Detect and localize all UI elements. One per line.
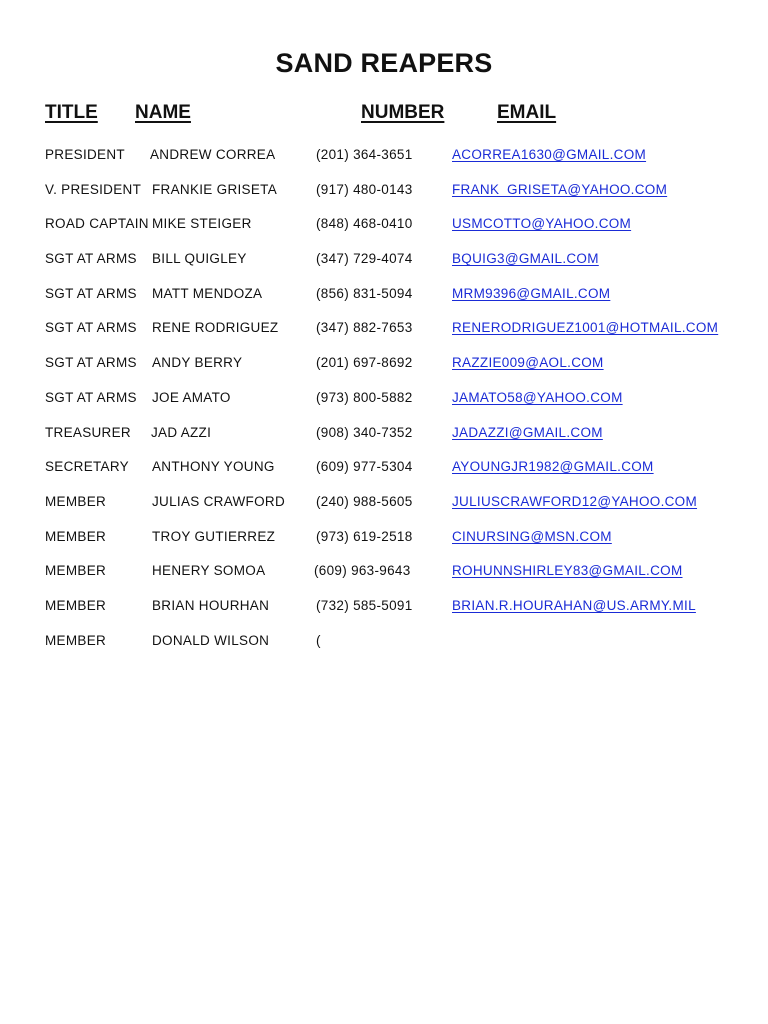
member-title: PRESIDENT	[45, 147, 125, 162]
member-email-link[interactable]: ROHUNNSHIRLEY83@GMAIL.COM	[452, 563, 683, 579]
member-title: ROAD CAPTAIN	[45, 216, 149, 232]
member-phone: (609) 977-5304	[316, 459, 413, 475]
member-title: SGT AT ARMS	[45, 251, 137, 267]
member-phone: (973) 619-2518	[316, 528, 413, 544]
table-row	[0, 248, 768, 283]
member-email-link[interactable]: RAZZIE009@AOL.COM	[452, 355, 604, 371]
member-email-link[interactable]: JAMATO58@YAHOO.COM	[452, 389, 623, 405]
table-row	[0, 352, 768, 387]
member-title: SGT AT ARMS	[45, 320, 137, 336]
member-name: JOE AMATO	[152, 389, 231, 405]
member-phone: (848) 468-0410	[316, 216, 413, 232]
table-row	[0, 526, 768, 561]
member-phone: (347) 882-7653	[316, 320, 413, 336]
member-title: SGT AT ARMS	[45, 355, 137, 371]
table-row	[0, 456, 768, 491]
member-title: SECRETARY	[45, 459, 129, 475]
member-email-link[interactable]: FRANK_GRISETA@YAHOO.COM	[452, 181, 668, 197]
member-name: BRIAN HOURHAN	[152, 597, 270, 613]
column-header-title: TITLE	[45, 102, 98, 123]
column-header-number: NUMBER	[361, 102, 445, 123]
member-phone: (917) 480-0143	[316, 181, 413, 197]
table-row	[0, 595, 768, 630]
member-email-link[interactable]: JADAZZI@GMAIL.COM	[452, 424, 603, 440]
member-title: MEMBER	[45, 632, 107, 648]
roster-list	[0, 144, 768, 664]
member-name: MATT MENDOZA	[152, 285, 263, 301]
member-phone: (201) 697-8692	[316, 355, 413, 371]
table-row	[0, 179, 768, 214]
column-header-email: EMAIL	[497, 102, 557, 123]
member-name: ANTHONY YOUNG	[152, 459, 275, 475]
table-row	[0, 144, 768, 179]
member-email-link[interactable]: MRM9396@GMAIL.COM	[452, 285, 611, 301]
member-name: BILL QUIGLEY	[152, 251, 247, 267]
member-title: MEMBER	[45, 597, 107, 613]
member-email-link[interactable]: BRIAN.R.HOURAHAN@US.ARMY.MIL	[452, 597, 696, 613]
member-phone: (908) 340-7352	[316, 424, 413, 440]
member-title: MEMBER	[45, 528, 107, 544]
member-phone: (240) 988-5605	[316, 493, 413, 509]
member-phone: (732) 585-5091	[316, 597, 413, 613]
member-title: V. PRESIDENT	[45, 181, 142, 197]
member-email-link[interactable]: JULIUSCRAWFORD12@YAHOO.COM	[452, 493, 698, 509]
member-name: FRANKIE GRISETA	[152, 181, 278, 197]
member-phone: (609) 963-9643	[314, 563, 411, 579]
member-email-link[interactable]: AYOUNGJR1982@GMAIL.COM	[452, 459, 654, 475]
member-phone: (201) 364-3651	[316, 147, 413, 162]
member-phone: (347) 729-4074	[316, 251, 413, 267]
member-name: JAD AZZI	[151, 424, 212, 440]
member-phone: (856) 831-5094	[316, 285, 413, 301]
member-title: TREASURER	[45, 424, 131, 440]
member-email-link[interactable]: CINURSING@MSN.COM	[452, 528, 612, 544]
member-name: ANDREW CORREA	[150, 147, 276, 162]
member-title: SGT AT ARMS	[45, 285, 137, 301]
member-name: RENE RODRIGUEZ	[152, 320, 279, 336]
member-name: JULIAS CRAWFORD	[152, 493, 286, 509]
table-row	[0, 387, 768, 422]
member-title: MEMBER	[45, 493, 107, 509]
member-email-link[interactable]: BQUIG3@GMAIL.COM	[452, 251, 599, 267]
member-email-link[interactable]: ACORREA1630@GMAIL.COM	[452, 147, 647, 162]
table-row	[0, 630, 768, 665]
member-email-link[interactable]: RENERODRIGUEZ1001@HOTMAIL.COM	[452, 320, 719, 336]
table-row	[0, 317, 768, 352]
member-phone: (	[316, 632, 321, 648]
member-title: SGT AT ARMS	[45, 389, 137, 405]
table-row	[0, 213, 768, 248]
member-name: MIKE STEIGER	[152, 216, 252, 232]
member-email-link[interactable]: USMCOTTO@YAHOO.COM	[452, 216, 632, 232]
member-name: ANDY BERRY	[152, 355, 243, 371]
member-phone: (973) 800-5882	[316, 389, 413, 405]
page-title: SAND REAPERS	[275, 48, 493, 78]
table-row	[0, 422, 768, 457]
column-header-name: NAME	[135, 102, 191, 123]
member-title: MEMBER	[45, 563, 107, 579]
member-name: TROY GUTIERREZ	[152, 528, 276, 544]
member-name: HENERY SOMOA	[152, 563, 266, 579]
member-name: DONALD WILSON	[152, 632, 270, 648]
table-row	[0, 491, 768, 526]
table-row	[0, 283, 768, 318]
table-row	[0, 560, 768, 595]
